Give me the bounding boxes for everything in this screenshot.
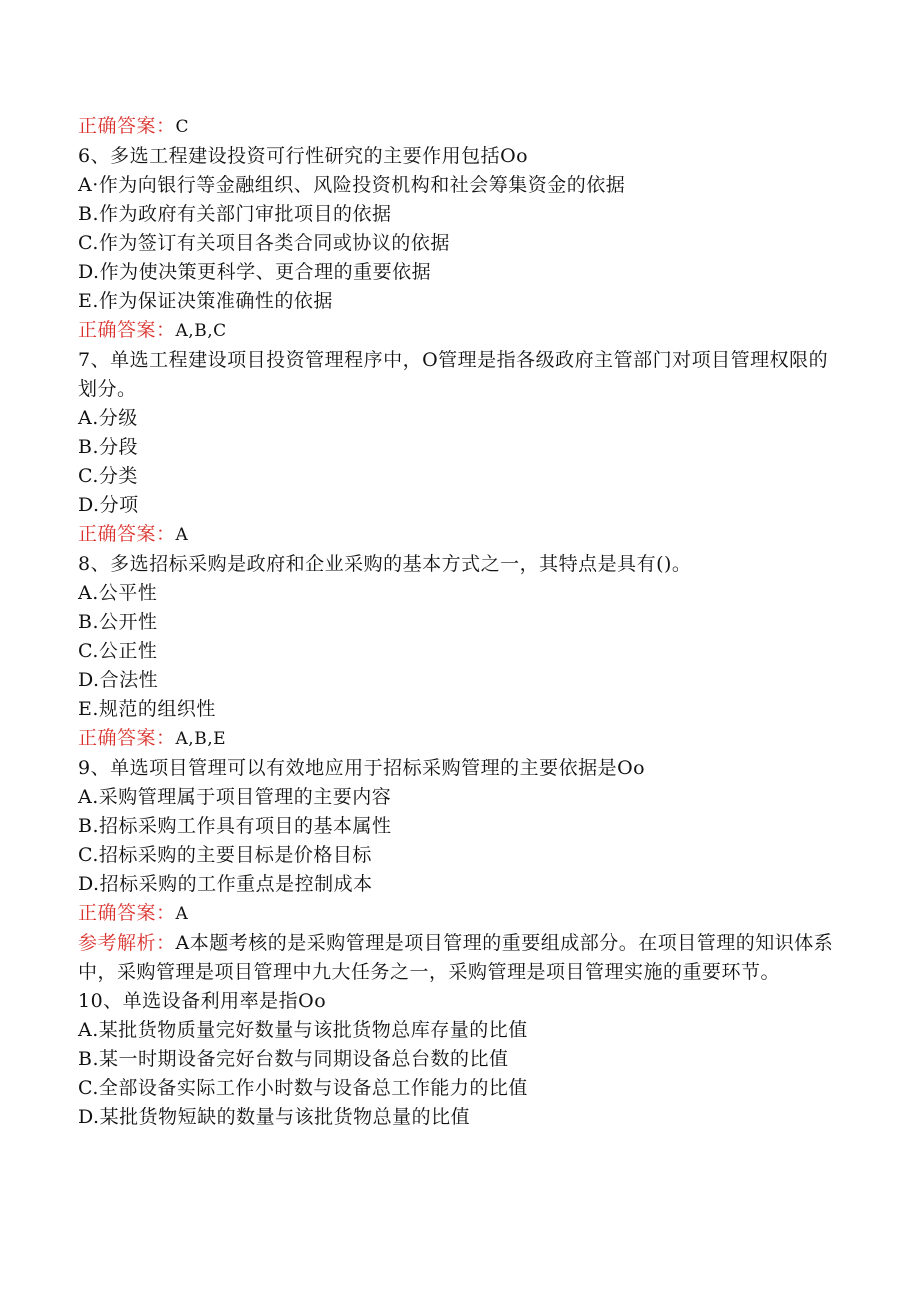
option-q9-b: B.招标采购工作具有项目的基本属性 <box>78 815 392 837</box>
answer-label: 正确答案： <box>78 523 176 545</box>
option-q10-d: D.某批货物短缺的数量与该批货物总量的比值 <box>78 1106 471 1128</box>
option-q8-d: D.合法性 <box>78 669 159 691</box>
analysis-block-q9 <box>78 929 838 987</box>
answer-value: A <box>175 525 189 545</box>
option-q10-b: B.某一时期设备完好台数与同期设备总台数的比值 <box>78 1048 509 1070</box>
answer-value: A,B,E <box>175 729 227 749</box>
answer-line-q8 <box>78 724 838 754</box>
question-stem-q7: 7、单选工程建设项目投资管理程序中，O管理是指各级政府主管部门对项目管理权限的划分。 <box>78 349 829 400</box>
option-q6-c: C.作为签订有关项目各类合同或协议的依据 <box>78 232 450 254</box>
option-q9-d: D.招标采购的工作重点是控制成本 <box>78 873 373 895</box>
option-q6-a: A·作为向银行等金融组织、风险投资机构和社会筹集资金的依据 <box>78 174 626 196</box>
option-q6-e: E.作为保证决策准确性的依据 <box>78 290 333 312</box>
option-q8-a: A.公平性 <box>78 582 158 604</box>
question-stem-q9: 9、单选项目管理可以有效地应用于招标采购管理的主要依据是Oo <box>78 757 646 779</box>
answer-value: A <box>175 904 189 924</box>
option-q6-b: B.作为政府有关部门审批项目的依据 <box>78 203 392 225</box>
option-q6-d: D.作为使决策更科学、更合理的重要依据 <box>78 261 432 283</box>
answer-line-q9 <box>78 899 838 929</box>
answer-line-q5 <box>78 112 838 142</box>
analysis-label: 参考解析： <box>78 932 176 954</box>
answer-line-q7 <box>78 520 838 550</box>
option-q9-a: A.采购管理属于项目管理的主要内容 <box>78 786 392 808</box>
answer-label: 正确答案： <box>78 319 176 341</box>
analysis-text: A本题考核的是采购管理是项目管理的重要组成部分。在项目管理的知识体系中，采购管理是项目管理中九大任务之一，采购管理是项目管理实施的重要环节。 <box>78 932 834 983</box>
option-q10-a: A.某批货物质量完好数量与该批货物总库存量的比值 <box>78 1019 528 1041</box>
question-stem-q8: 8、多选招标采购是政府和企业采购的基本方式之一，其特点是具有()。 <box>78 553 692 575</box>
option-q7-b: B.分段 <box>78 436 139 458</box>
document-page <box>78 112 838 1132</box>
answer-label: 正确答案： <box>78 727 176 749</box>
answer-value: C <box>175 117 190 137</box>
option-q8-e: E.规范的组织性 <box>78 698 216 720</box>
option-q10-c: C.全部设备实际工作小时数与设备总工作能力的比值 <box>78 1077 528 1099</box>
answer-value: A,B,C <box>175 321 227 341</box>
option-q7-c: C.分类 <box>78 465 138 487</box>
answer-line-q6 <box>78 316 838 346</box>
answer-label: 正确答案： <box>78 902 176 924</box>
option-q8-c: C.公正性 <box>78 640 158 662</box>
answer-label: 正确答案： <box>78 115 176 137</box>
option-q8-b: B.公开性 <box>78 611 158 633</box>
option-q7-d: D.分项 <box>78 494 139 516</box>
option-q9-c: C.招标采购的主要目标是价格目标 <box>78 844 372 866</box>
question-stem-q10: 10、单选设备利用率是指Oo <box>78 990 327 1012</box>
question-stem-q6: 6、多选工程建设投资可行性研究的主要作用包括Oo <box>78 145 529 167</box>
option-q7-a: A.分级 <box>78 407 138 429</box>
